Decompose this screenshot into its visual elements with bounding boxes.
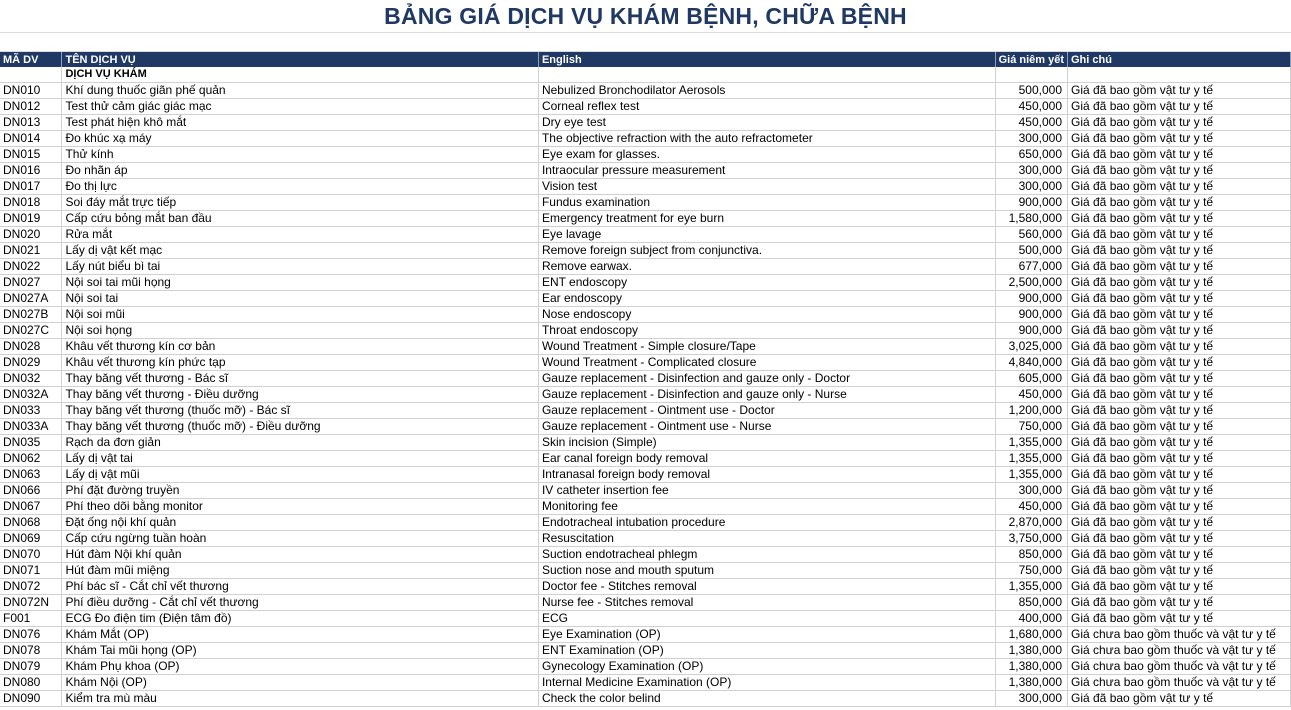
service-name-cell[interactable]: Kiểm tra mù màu: [62, 691, 538, 707]
english-cell[interactable]: Ear canal foreign body removal: [538, 451, 995, 467]
service-name-cell[interactable]: Phí đặt đường truyền: [62, 483, 538, 499]
table-row: [0, 419, 1291, 435]
service-name-cell[interactable]: Test thử cảm giác giác mạc: [62, 99, 538, 115]
price-cell[interactable]: 500,000: [995, 243, 1067, 259]
service-name-cell[interactable]: Cấp cứu bỏng mắt ban đầu: [62, 211, 538, 227]
code-cell[interactable]: DN027B: [0, 307, 62, 323]
note-cell[interactable]: Giá đã bao gồm vật tư y tế: [1068, 179, 1291, 195]
code-cell[interactable]: DN072: [0, 579, 62, 595]
header-code[interactable]: MÃ DV: [0, 52, 62, 67]
code-cell[interactable]: DN010: [0, 83, 62, 99]
service-name-cell[interactable]: Khâu vết thương kín phức tạp: [62, 355, 538, 371]
price-cell[interactable]: 300,000: [995, 163, 1067, 179]
price-cell[interactable]: 3,750,000: [995, 531, 1067, 547]
price-cell[interactable]: 450,000: [995, 99, 1067, 115]
english-cell[interactable]: Internal Medicine Examination (OP): [538, 675, 995, 691]
table-row: [0, 227, 1291, 243]
service-name-cell[interactable]: Thay băng vết thương (thuốc mỡ) - Điều dưỡng: [62, 419, 538, 435]
price-cell[interactable]: 850,000: [995, 595, 1067, 611]
english-cell[interactable]: Suction nose and mouth sputum: [538, 563, 995, 579]
table-row: [0, 483, 1291, 499]
english-cell[interactable]: Remove earwax.: [538, 259, 995, 275]
header-price[interactable]: Giá niêm yết: [995, 52, 1067, 67]
note-cell[interactable]: Giá đã bao gồm vật tư y tế: [1068, 307, 1291, 323]
english-cell[interactable]: Emergency treatment for eye burn: [538, 211, 995, 227]
service-name-cell[interactable]: Thay băng vết thương - Điều dưỡng: [62, 387, 538, 403]
note-cell[interactable]: Giá đã bao gồm vật tư y tế: [1068, 563, 1291, 579]
english-cell[interactable]: Dry eye test: [538, 115, 995, 131]
price-cell[interactable]: 605,000: [995, 371, 1067, 387]
english-cell[interactable]: Vision test: [538, 179, 995, 195]
code-cell[interactable]: DN020: [0, 227, 62, 243]
code-cell[interactable]: DN071: [0, 563, 62, 579]
price-cell[interactable]: 850,000: [995, 547, 1067, 563]
service-name-cell[interactable]: Đo nhãn áp: [62, 163, 538, 179]
table-row: [0, 291, 1291, 307]
price-cell[interactable]: 2,500,000: [995, 275, 1067, 291]
service-name-cell[interactable]: Khám Tai mũi họng (OP): [62, 643, 538, 659]
english-cell[interactable]: The objective refraction with the auto refractometer: [538, 131, 995, 147]
english-cell[interactable]: Corneal reflex test: [538, 99, 995, 115]
table-row: [0, 499, 1291, 515]
code-cell[interactable]: DN018: [0, 195, 62, 211]
code-cell[interactable]: DN035: [0, 435, 62, 451]
service-name-cell[interactable]: Lấy dị vật tai: [62, 451, 538, 467]
english-cell[interactable]: Intranasal foreign body removal: [538, 467, 995, 483]
table-row: [0, 643, 1291, 659]
english-cell[interactable]: Fundus examination: [538, 195, 995, 211]
code-cell[interactable]: DN080: [0, 675, 62, 691]
service-name-cell[interactable]: Khâu vết thương kín cơ bản: [62, 339, 538, 355]
code-cell[interactable]: DN019: [0, 211, 62, 227]
english-cell[interactable]: Ear endoscopy: [538, 291, 995, 307]
price-cell[interactable]: 1,380,000: [995, 675, 1067, 691]
english-cell[interactable]: ENT Examination (OP): [538, 643, 995, 659]
note-cell[interactable]: Giá đã bao gồm vật tư y tế: [1068, 131, 1291, 147]
note-cell[interactable]: Giá đã bao gồm vật tư y tế: [1068, 211, 1291, 227]
price-cell[interactable]: 450,000: [995, 499, 1067, 515]
note-cell[interactable]: Giá đã bao gồm vật tư y tế: [1068, 83, 1291, 99]
service-name-cell[interactable]: Rạch da đơn giản: [62, 435, 538, 451]
table-row: [0, 307, 1291, 323]
code-cell[interactable]: DN070: [0, 547, 62, 563]
code-cell[interactable]: DN033: [0, 403, 62, 419]
english-cell[interactable]: Nurse fee - Stitches removal: [538, 595, 995, 611]
note-cell[interactable]: Giá đã bao gồm vật tư y tế: [1068, 611, 1291, 627]
english-cell[interactable]: Throat endoscopy: [538, 323, 995, 339]
cell[interactable]: [538, 67, 995, 83]
page-title: BẢNG GIÁ DỊCH VỤ KHÁM BỆNH, CHỮA BỆNH: [384, 3, 907, 29]
service-name-cell[interactable]: Phí bác sĩ - Cắt chỉ vết thương: [62, 579, 538, 595]
service-name-cell[interactable]: Hút đàm Nội khí quản: [62, 547, 538, 563]
note-cell[interactable]: Giá chưa bao gồm thuốc và vật tư y tế: [1068, 627, 1291, 643]
english-cell[interactable]: ECG: [538, 611, 995, 627]
note-cell[interactable]: Giá đã bao gồm vật tư y tế: [1068, 259, 1291, 275]
table-row: [0, 659, 1291, 675]
table-row: [0, 115, 1291, 131]
price-cell[interactable]: 300,000: [995, 691, 1067, 707]
code-cell[interactable]: DN027: [0, 275, 62, 291]
english-cell[interactable]: Wound Treatment - Simple closure/Tape: [538, 339, 995, 355]
note-cell[interactable]: Giá chưa bao gồm thuốc và vật tư y tế: [1068, 643, 1291, 659]
note-cell[interactable]: Giá đã bao gồm vật tư y tế: [1068, 451, 1291, 467]
table-row: [0, 451, 1291, 467]
note-cell[interactable]: Giá đã bao gồm vật tư y tế: [1068, 499, 1291, 515]
english-cell[interactable]: Remove foreign subject from conjunctiva.: [538, 243, 995, 259]
price-cell[interactable]: 400,000: [995, 611, 1067, 627]
note-cell[interactable]: Giá đã bao gồm vật tư y tế: [1068, 243, 1291, 259]
price-cell[interactable]: 2,870,000: [995, 515, 1067, 531]
price-cell[interactable]: 560,000: [995, 227, 1067, 243]
table-row: [0, 547, 1291, 563]
table-row: [0, 467, 1291, 483]
english-cell[interactable]: Skin incision (Simple): [538, 435, 995, 451]
code-cell[interactable]: DN013: [0, 115, 62, 131]
code-cell[interactable]: DN068: [0, 515, 62, 531]
note-cell[interactable]: Giá đã bao gồm vật tư y tế: [1068, 435, 1291, 451]
price-cell[interactable]: 300,000: [995, 179, 1067, 195]
table-row: [0, 147, 1291, 163]
english-cell[interactable]: Nebulized Bronchodilator Aerosols: [538, 83, 995, 99]
english-cell[interactable]: Suction endotracheal phlegm: [538, 547, 995, 563]
code-cell[interactable]: DN016: [0, 163, 62, 179]
service-name-cell[interactable]: Khám Mắt (OP): [62, 627, 538, 643]
price-cell[interactable]: 1,200,000: [995, 403, 1067, 419]
code-cell[interactable]: DN062: [0, 451, 62, 467]
service-name-cell[interactable]: Khám Nội (OP): [62, 675, 538, 691]
english-cell[interactable]: Resuscitation: [538, 531, 995, 547]
service-name-cell[interactable]: Phí điều dưỡng - Cắt chỉ vết thương: [62, 595, 538, 611]
code-cell[interactable]: DN029: [0, 355, 62, 371]
table-row: [0, 339, 1291, 355]
table-row: [0, 627, 1291, 643]
price-cell[interactable]: 3,025,000: [995, 339, 1067, 355]
code-cell[interactable]: DN072N: [0, 595, 62, 611]
service-name-cell[interactable]: Rửa mắt: [62, 227, 538, 243]
code-cell[interactable]: DN022: [0, 259, 62, 275]
service-name-cell[interactable]: Đo thị lực: [62, 179, 538, 195]
cell[interactable]: [1068, 67, 1291, 83]
code-cell[interactable]: DN021: [0, 243, 62, 259]
code-cell[interactable]: DN076: [0, 627, 62, 643]
english-cell[interactable]: Eye lavage: [538, 227, 995, 243]
price-cell[interactable]: 500,000: [995, 83, 1067, 99]
note-cell[interactable]: Giá chưa bao gồm thuốc và vật tư y tế: [1068, 675, 1291, 691]
code-cell[interactable]: DN015: [0, 147, 62, 163]
header-note[interactable]: Ghi chú: [1068, 52, 1291, 67]
header-row: [0, 52, 1291, 67]
header-english[interactable]: English: [538, 52, 995, 67]
price-cell[interactable]: 900,000: [995, 195, 1067, 211]
table-row: [0, 99, 1291, 115]
code-cell[interactable]: DN017: [0, 179, 62, 195]
price-cell[interactable]: 1,355,000: [995, 579, 1067, 595]
price-cell[interactable]: 677,000: [995, 259, 1067, 275]
note-cell[interactable]: Giá đã bao gồm vật tư y tế: [1068, 547, 1291, 563]
english-cell[interactable]: Gauze replacement - Disinfection and gauze only - Nurse: [538, 387, 995, 403]
price-cell[interactable]: 1,355,000: [995, 435, 1067, 451]
code-cell[interactable]: DN078: [0, 643, 62, 659]
service-name-cell[interactable]: Thử kính: [62, 147, 538, 163]
english-cell[interactable]: Monitoring fee: [538, 499, 995, 515]
service-name-cell[interactable]: Lấy dị vật kết mạc: [62, 243, 538, 259]
service-name-cell[interactable]: Cấp cứu ngừng tuần hoàn: [62, 531, 538, 547]
note-cell[interactable]: Giá đã bao gồm vật tư y tế: [1068, 691, 1291, 707]
code-cell[interactable]: DN012: [0, 99, 62, 115]
service-name-cell[interactable]: Lấy nút biểu bì tai: [62, 259, 538, 275]
english-cell[interactable]: Gauze replacement - Disinfection and gauze only - Doctor: [538, 371, 995, 387]
title-row: [0, 0, 1291, 33]
english-cell[interactable]: Check the color belind: [538, 691, 995, 707]
service-name-cell[interactable]: Hút đàm mũi miệng: [62, 563, 538, 579]
code-cell[interactable]: DN014: [0, 131, 62, 147]
note-cell[interactable]: Giá đã bao gồm vật tư y tế: [1068, 403, 1291, 419]
note-cell[interactable]: Giá đã bao gồm vật tư y tế: [1068, 531, 1291, 547]
service-name-cell[interactable]: Nội soi tai mũi họng: [62, 275, 538, 291]
table-row: [0, 275, 1291, 291]
service-name-cell[interactable]: Đặt ống nội khí quản: [62, 515, 538, 531]
code-cell[interactable]: DN032: [0, 371, 62, 387]
service-name-cell[interactable]: Thay băng vết thương (thuốc mỡ) - Bác sĩ: [62, 403, 538, 419]
table-row: [0, 531, 1291, 547]
price-cell[interactable]: 450,000: [995, 115, 1067, 131]
table-row: [0, 403, 1291, 419]
service-name-cell[interactable]: Khí dung thuốc giãn phế quản: [62, 83, 538, 99]
table-row: [0, 611, 1291, 627]
code-cell[interactable]: DN090: [0, 691, 62, 707]
service-name-cell[interactable]: Lấy dị vật mũi: [62, 467, 538, 483]
service-name-cell[interactable]: Nội soi mũi: [62, 307, 538, 323]
price-cell[interactable]: 750,000: [995, 419, 1067, 435]
table-row: [0, 323, 1291, 339]
price-cell[interactable]: 4,840,000: [995, 355, 1067, 371]
note-cell[interactable]: Giá đã bao gồm vật tư y tế: [1068, 483, 1291, 499]
table-row: [0, 163, 1291, 179]
service-name-cell[interactable]: Thay băng vết thương - Bác sĩ: [62, 371, 538, 387]
table-row: [0, 211, 1291, 227]
table-row: [0, 595, 1291, 611]
note-cell[interactable]: Giá đã bao gồm vật tư y tế: [1068, 515, 1291, 531]
table-row: [0, 387, 1291, 403]
price-cell[interactable]: 450,000: [995, 387, 1067, 403]
price-cell[interactable]: 1,355,000: [995, 467, 1067, 483]
english-cell[interactable]: Endotracheal intubation procedure: [538, 515, 995, 531]
price-cell[interactable]: 1,680,000: [995, 627, 1067, 643]
price-cell[interactable]: 1,380,000: [995, 659, 1067, 675]
price-cell[interactable]: 900,000: [995, 291, 1067, 307]
note-cell[interactable]: Giá đã bao gồm vật tư y tế: [1068, 291, 1291, 307]
code-cell[interactable]: DN032A: [0, 387, 62, 403]
service-name-cell[interactable]: Test phát hiện khô mắt: [62, 115, 538, 131]
service-name-cell[interactable]: Nội soi tai: [62, 291, 538, 307]
code-cell[interactable]: DN027C: [0, 323, 62, 339]
code-cell[interactable]: DN033A: [0, 419, 62, 435]
note-cell[interactable]: Giá đã bao gồm vật tư y tế: [1068, 323, 1291, 339]
note-cell[interactable]: Giá đã bao gồm vật tư y tế: [1068, 467, 1291, 483]
service-name-cell[interactable]: ECG Đo điện tim (Điện tâm đồ): [62, 611, 538, 627]
english-cell[interactable]: Eye exam for glasses.: [538, 147, 995, 163]
price-cell[interactable]: 750,000: [995, 563, 1067, 579]
code-cell[interactable]: DN066: [0, 483, 62, 499]
price-table: [0, 52, 1291, 707]
code-cell[interactable]: DN079: [0, 659, 62, 675]
english-cell[interactable]: Gauze replacement - Ointment use - Nurse: [538, 419, 995, 435]
code-cell[interactable]: DN069: [0, 531, 62, 547]
header-service-name[interactable]: TÊN DỊCH VỤ: [62, 52, 538, 67]
table-row: [0, 515, 1291, 531]
service-name-cell[interactable]: Đo khúc xạ máy: [62, 131, 538, 147]
note-cell[interactable]: Giá đã bao gồm vật tư y tế: [1068, 195, 1291, 211]
english-cell[interactable]: Wound Treatment - Complicated closure: [538, 355, 995, 371]
english-cell[interactable]: IV catheter insertion fee: [538, 483, 995, 499]
note-cell[interactable]: Giá đã bao gồm vật tư y tế: [1068, 419, 1291, 435]
english-cell[interactable]: Eye Examination (OP): [538, 627, 995, 643]
code-cell[interactable]: DN028: [0, 339, 62, 355]
price-cell[interactable]: 1,380,000: [995, 643, 1067, 659]
section-row: [0, 67, 1291, 83]
note-cell[interactable]: Giá đã bao gồm vật tư y tế: [1068, 227, 1291, 243]
price-cell[interactable]: 900,000: [995, 307, 1067, 323]
table-row: [0, 83, 1291, 99]
table-row: [0, 195, 1291, 211]
note-cell[interactable]: Giá đã bao gồm vật tư y tế: [1068, 339, 1291, 355]
code-cell[interactable]: DN067: [0, 499, 62, 515]
service-name-cell[interactable]: Khám Phụ khoa (OP): [62, 659, 538, 675]
code-cell[interactable]: DN063: [0, 467, 62, 483]
table-row: [0, 563, 1291, 579]
note-cell[interactable]: Giá đã bao gồm vật tư y tế: [1068, 275, 1291, 291]
code-cell[interactable]: DN027A: [0, 291, 62, 307]
table-row: [0, 579, 1291, 595]
cell[interactable]: [995, 67, 1067, 83]
english-cell[interactable]: Doctor fee - Stitches removal: [538, 579, 995, 595]
table-row: [0, 435, 1291, 451]
note-cell[interactable]: Giá chưa bao gồm thuốc và vật tư y tế: [1068, 659, 1291, 675]
english-cell[interactable]: Intraocular pressure measurement: [538, 163, 995, 179]
english-cell[interactable]: Gynecology Examination (OP): [538, 659, 995, 675]
service-name-cell[interactable]: Phí theo dõi bằng monitor: [62, 499, 538, 515]
price-cell[interactable]: 1,580,000: [995, 211, 1067, 227]
table-row: [0, 675, 1291, 691]
section-label[interactable]: DỊCH VỤ KHÁM: [62, 67, 538, 83]
price-cell[interactable]: 1,355,000: [995, 451, 1067, 467]
cell[interactable]: [0, 67, 62, 83]
table-row: [0, 243, 1291, 259]
english-cell[interactable]: Gauze replacement - Ointment use - Doctor: [538, 403, 995, 419]
note-cell[interactable]: Giá đã bao gồm vật tư y tế: [1068, 147, 1291, 163]
price-cell[interactable]: 300,000: [995, 131, 1067, 147]
note-cell[interactable]: Giá đã bao gồm vật tư y tế: [1068, 115, 1291, 131]
table-row: [0, 131, 1291, 147]
table-row: [0, 179, 1291, 195]
english-cell[interactable]: Nose endoscopy: [538, 307, 995, 323]
note-cell[interactable]: Giá đã bao gồm vật tư y tế: [1068, 355, 1291, 371]
price-cell[interactable]: 900,000: [995, 323, 1067, 339]
table-row: [0, 355, 1291, 371]
code-cell[interactable]: F001: [0, 611, 62, 627]
table-row: [0, 691, 1291, 707]
note-cell[interactable]: Giá đã bao gồm vật tư y tế: [1068, 387, 1291, 403]
price-cell[interactable]: 650,000: [995, 147, 1067, 163]
note-cell[interactable]: Giá đã bao gồm vật tư y tế: [1068, 163, 1291, 179]
service-name-cell[interactable]: Nội soi họng: [62, 323, 538, 339]
note-cell[interactable]: Giá đã bao gồm vật tư y tế: [1068, 579, 1291, 595]
note-cell[interactable]: Giá đã bao gồm vật tư y tế: [1068, 99, 1291, 115]
note-cell[interactable]: Giá đã bao gồm vật tư y tế: [1068, 371, 1291, 387]
note-cell[interactable]: Giá đã bao gồm vật tư y tế: [1068, 595, 1291, 611]
table-row: [0, 259, 1291, 275]
table-row: [0, 371, 1291, 387]
english-cell[interactable]: ENT endoscopy: [538, 275, 995, 291]
blank-row: [0, 33, 1291, 52]
price-cell[interactable]: 300,000: [995, 483, 1067, 499]
service-name-cell[interactable]: Soi đáy mắt trực tiếp: [62, 195, 538, 211]
